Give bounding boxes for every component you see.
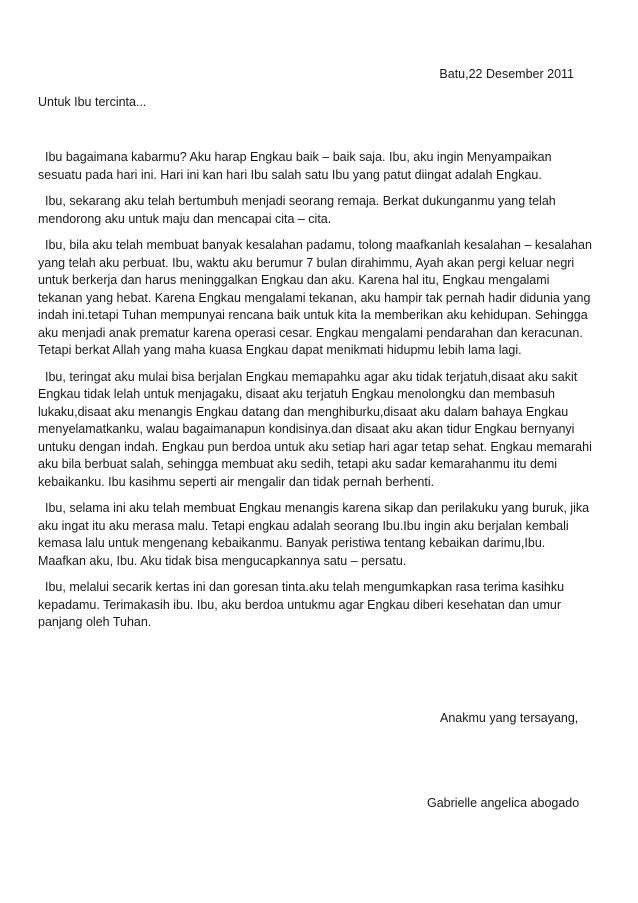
letter-salutation: Untuk Ibu tercinta...: [38, 95, 147, 109]
letter-body: [38, 149, 593, 641]
letter-paragraph: Ibu, teringat aku mulai bisa berjalan Engkau memapahku agar aku tidak terjatuh,disaat aku sakit Engkau tidak lelah untuk menjagaku, disaat aku terjatuh Engkau menolongku dan membasuh lukaku,disaat aku menangis Engkau datang dan menghiburku,disaat aku dalam bahaya Engkau menyelamatkanku, walau bagaimanapun kondisinya.dan disaat aku akan tidur Engkau bernyanyi untuku dengan indah. Engkau pun berdoa untuk aku setiap hari agar tetap sehat. Engkau memarahi aku bila berbuat salah, sehingga membuat aku sedih, tetapi aku sadar kemarahanmu itu demi kebaikanku. Ibu kasihmu seperti air mengalir dan tidak pernah berhenti.: [38, 369, 592, 489]
letter-closing: Anakmu yang tersayang,: [440, 711, 579, 725]
letter-paragraph: Ibu, sekarang aku telah bertumbuh menjadi seorang remaja. Berkat dukunganmu yang telah mendorong aku untuk maju dan mencapai cita – cita.: [38, 194, 556, 226]
letter-signature: Gabrielle angelica abogado: [427, 796, 580, 810]
letter-paragraph: Ibu bagaimana kabarmu? Aku harap Engkau baik – baik saja. Ibu, aku ingin Menyampaikan sesuatu pada hari ini. Hari ini kan hari Ibu salah satu Ibu yang patut diingat adalah Engkau.: [38, 150, 552, 182]
letter-paragraph: Ibu, melalui secarik kertas ini dan goresan tinta.aku telah mengumkapkan rasa terima kasihku kepadamu. Terimakasih ibu. Ibu, aku berdoa untukmu agar Engkau diberi kesehatan dan umur panjang oleh Tuhan.: [38, 580, 565, 629]
letter-paragraph: Ibu, selama ini aku telah membuat Engkau menangis karena sikap dan perilakuku yang buruk, jika aku ingat itu aku merasa malu. Tetapi engkau adalah seorang Ibu.Ibu ingin aku berjalan kembali kemasa lalu untuk mengenang kebaikanmu. Banyak peristiwa tentang kebaikan darimu,Ibu. Maafkan aku, Ibu. Aku tidak bisa mengucapkannya satu – persatu.: [38, 501, 590, 568]
letter-date: Batu,22 Desember 2011: [439, 67, 574, 81]
letter-paragraph: Ibu, bila aku telah membuat banyak kesalahan padamu, tolong maafkanlah kesalahan – kesalahan yang telah aku perbuat. Ibu, waktu aku berumur 7 bulan dirahimmu, Ayah akan pergi keluar negri untuk berkerja dan harus meninggalkan Engkau dan aku. Karena hal itu, Engkau mengalami tekanan yang hebat. Karena Engkau mengalami tekanan, aku hampir tak pernah hadir didunia yang indah ini.tetapi Tuhan mempunyai rencana baik untuk kita Ia memberikan aku kehidupan. Sehingga aku menjadi anak prematur karena operasi cesar. Engkau mengalami pendarahan dan keracunan. Tetapi berkat Allah yang maha kuasa Engkau dapat menikmati hidupmu lebih lama lagi.: [38, 238, 592, 357]
